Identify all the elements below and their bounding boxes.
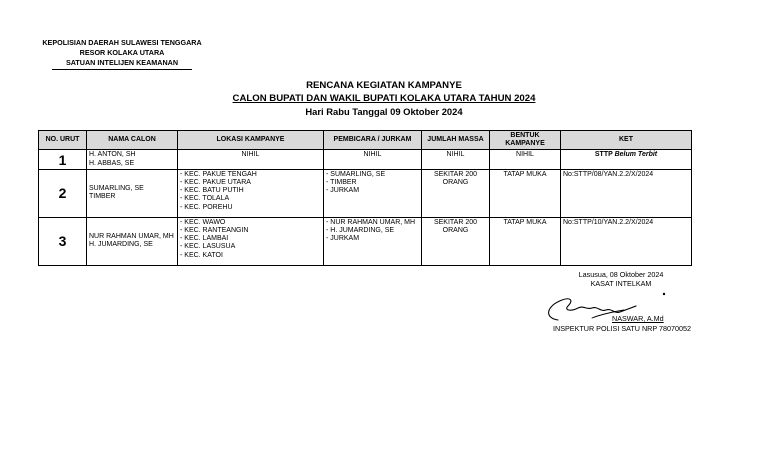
location-item: - KEC. LAMBAI — [180, 235, 229, 243]
candidate-names — [87, 169, 178, 217]
speaker-cell — [324, 169, 422, 217]
table-row — [39, 150, 692, 169]
speaker-cell: NIHIL — [324, 150, 422, 169]
candidate-name: NUR RAHMAN UMAR, MH — [89, 233, 174, 241]
location-cell: NIHIL — [178, 150, 324, 169]
candidate-name: H. ABBAS, SE — [89, 159, 135, 167]
place-date: Lasusua, 08 Oktober 2024 — [578, 270, 664, 279]
location-item: - KEC. LASUSUA — [180, 243, 236, 251]
campaign-table — [38, 130, 692, 266]
speaker-item: - NUR RAHMAN UMAR, MH — [326, 218, 416, 226]
speaker-item: - H. JUMARDING, SE — [326, 227, 395, 235]
signer-name: NASWAR, A.Md — [612, 314, 664, 323]
location-item: - KEC. PAKUE UTARA — [180, 179, 251, 187]
ket-prefix: STTP — [594, 151, 613, 159]
document-date: Hari Rabu Tanggal 09 Oktober 2024 — [305, 106, 463, 117]
location-item: - KEC. BATU PUTIH — [180, 187, 244, 195]
signer-position: KASAT INTELKAM — [590, 279, 652, 288]
column-header: KET — [561, 131, 692, 150]
column-header: PEMBICARA / JURKAM — [324, 131, 422, 150]
location-item: - KEC. POREHU — [180, 203, 233, 211]
speaker-item: - JURKAM — [326, 235, 360, 243]
org-line-1: KEPOLISIAN DAERAH SULAWESI TENGGARA — [42, 38, 202, 47]
location-cell — [178, 169, 324, 217]
row-number: 1 — [39, 150, 87, 169]
location-cell — [178, 217, 324, 265]
org-line-2: RESOR KOLAKA UTARA — [79, 48, 165, 57]
ket-cell — [561, 150, 692, 169]
candidate-name: H. ANTON, SH — [89, 151, 136, 159]
handwritten-signature-icon — [540, 288, 670, 328]
speaker-cell — [324, 217, 422, 265]
document-title: RENCANA KEGIATAN KAMPANYE — [306, 80, 462, 91]
candidate-name: H. JUMARDING, SE — [89, 241, 153, 249]
location-item: - KEC. PAKUE TENGAH — [180, 170, 257, 178]
document-subtitle: CALON BUPATI DAN WAKIL BUPATI KOLAKA UTARA TAHUN 2024 — [232, 93, 536, 104]
candidate-names — [87, 217, 178, 265]
form-cell: NIHIL — [490, 150, 561, 169]
location-item: - KEC. TOLALA — [180, 195, 230, 203]
location-item: - KEC. RANTEANGIN — [180, 227, 249, 235]
mass-cell: NIHIL — [422, 150, 490, 169]
location-item: - KEC. WAWO — [180, 218, 226, 226]
organization-header — [36, 38, 208, 70]
candidate-name: SUMARLING, SE — [89, 185, 144, 193]
speaker-item: - SUMARLING, SE — [326, 170, 386, 178]
org-line-3: SATUAN INTELIJEN KEAMANAN — [52, 58, 192, 70]
speaker-item: - JURKAM — [326, 187, 360, 195]
ket-cell: No:STTP/08/YAN.2.2/X/2024 — [561, 169, 692, 217]
table-header-row — [39, 131, 692, 150]
row-number: 2 — [39, 169, 87, 217]
candidate-names — [87, 150, 178, 169]
signer-rank: INSPEKTUR POLISI SATU NRP 78070052 — [553, 324, 691, 333]
form-cell: TATAP MUKA — [490, 169, 561, 217]
column-header: BENTUK KAMPANYE — [490, 131, 561, 150]
column-header: NO. URUT — [39, 131, 87, 150]
location-item: - KEC. KATOI — [180, 251, 223, 259]
ket-cell: No:STTP/10/YAN.2.2/X/2024 — [561, 217, 692, 265]
candidate-name: TIMBER — [89, 193, 116, 201]
row-number: 3 — [39, 217, 87, 265]
column-header: NAMA CALON — [87, 131, 178, 150]
column-header: JUMLAH MASSA — [422, 131, 490, 150]
speaker-item: - TIMBER — [326, 179, 357, 187]
column-header: LOKASI KAMPANYE — [178, 131, 324, 150]
mass-cell: SEKITAR 200 ORANG — [422, 217, 490, 265]
table-row — [39, 169, 692, 217]
ket-suffix: Belum Terbit — [614, 151, 658, 159]
form-cell: TATAP MUKA — [490, 217, 561, 265]
table-row — [39, 217, 692, 265]
mass-cell: SEKITAR 200 ORANG — [422, 169, 490, 217]
signature-block — [520, 270, 730, 333]
